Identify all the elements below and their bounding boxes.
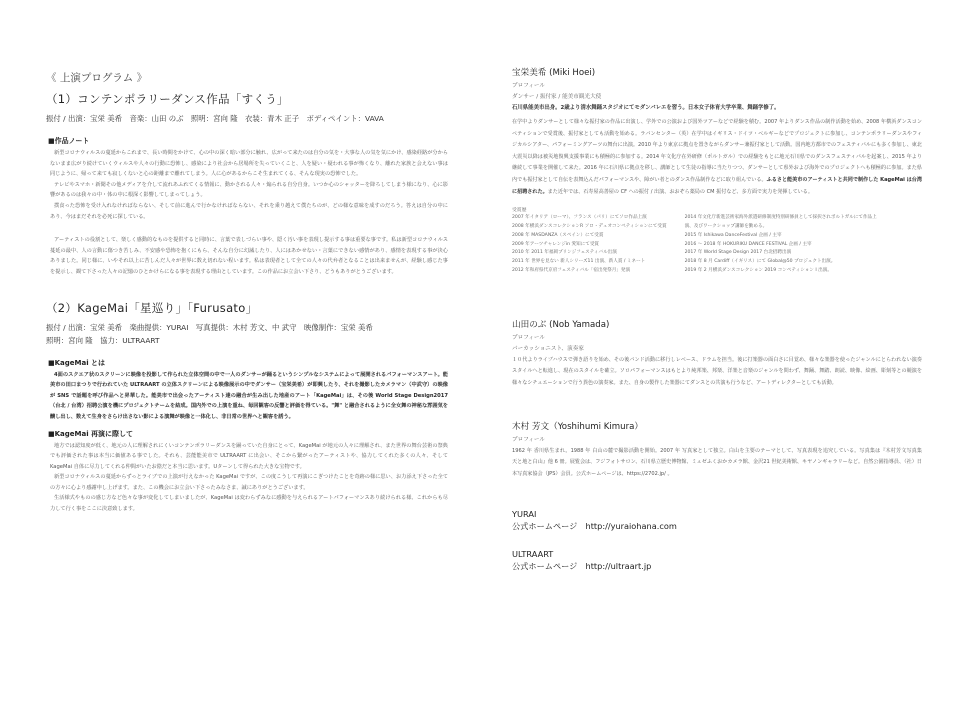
career-item: 2018 年 8 月 Cardiff（イギリス）にて Global@50 プロジェクト出演。 <box>684 259 836 265</box>
hoei-bio-main: 在学中よりダンサーとして様々な振付家の作品に出演し、学外での公演および国外ツアーなどで経験を積む。2007 年よりダンス作品の制作活動を始め、2008 年横浜ダンスコンペティションで受賞後、振付家としても活動を始める。ラバンセンター（英）在学中はイギリス・ドイツ・ベルギーなどでプロジェクトに参加し、コンテンポラリーダンスやフィジカルシアター、パフォーミングアーツの舞台に出演。2010 年より東京に拠点を置きながらダンサー兼振付家として活動。国内地方都市でのフェスティバルにも多く参加し、東北大震災以降は被災地復興支援事業にも積極的に参加する。2014 年文化庁在外研修（ポルトガル）での経験をもとに地元石川県でのダンスフェスティバルを起案し、2015 年より継続して事業を開催して来た。2016 年に石川県に拠点を移し、講師として生徒の指導に当たりつつ、ダンサーとして県外および海外でのプロジェクトへも積極的に参加。また県内でも振付家として自伝を表舞込んだパフォーマンスや、障がい者とのダンス作品制作などに取り組んでいる。 <box>512 119 922 183</box>
work1-note-title: ■作品ノート <box>48 137 90 145</box>
profile-yamada <box>512 318 922 390</box>
work1-title: （1）コンテンポラリーダンス作品「すくう」 <box>46 92 289 106</box>
hoei-profile-label: プロフィール <box>512 83 546 89</box>
hoei-career-label: 受賞歴 <box>512 208 527 214</box>
work1-paragraph: 撲食った恐怖を受け入れなければならない、そして前に進んで行かなければならない、それを乗り越えて僕たちのが、どの様な意味を成すのだろう。答えは自分の中にあり、今はまだそれを必死に探している。 <box>50 202 448 220</box>
career-item: 2016 ～ 2018 年 HOKURIKU DANCE FESTIVAL 企画 / 主宰 <box>684 241 812 247</box>
career-item: 2008 年横浜ダンスコレクションR ソロ・デュオコンペティションにて受賞 <box>512 223 667 229</box>
profiles-column <box>512 66 928 572</box>
program-heading: 《 上演プログラム 》 <box>46 72 148 84</box>
work1-paragraph: テレビやスマホ・新聞その他メディアを介して流れあふれてくる情報に、動かされる人々・煽られる自分自身。いつか心のシャッターを降ろしてしまう様になり、心に影響があるのは我々の中・体の中に根深く影響してしまってしょう。 <box>50 181 448 199</box>
kimura-bio: 1962 年 香川県生まれ。1988 年 白山の麓で撮影活動を開始。2007 年 写真家として独立。白山を主要のテーマとして、写真表現を追究している。写真集は『木村芳文写真集 天と地と白山』他 6 冊。展覧会は、フジフォトサロン、石川県立歴史博物館、ミュゼふくおかカメラ館、金沢21 世紀美術館、キヤノンギャラリーなど。自然公園指導員、（社）日本写真家協会（JPS）会員。公式ホームページは、https://2702.jp/ 。 <box>512 447 928 477</box>
yamada-bio: １０代よりライブハウスで弾き語りを始め、その後バンド活動に移行しレベース、ドラムを担当。後に打楽器の面白さに目覚め、様々な楽器を使ったジャンルにとらわれない演奏スタイルへと転進し、現在のスタイルを確立。ソロパフォーマンスはもとより純邦楽、邦楽、洋楽と音楽のジャンルを問わず、舞踊、舞踏、朗読、映像、絵画、彫刻等との競演を様々なシチュエーションで行う異色の演奏家。また、自身の製作した楽器にてダンスとの共演も行うなど、アートディレクターとしても活動。 <box>512 356 922 386</box>
yurai-info <box>512 508 922 532</box>
career-item: 2008 年 MASDANZA（スペイン）にて受賞 <box>512 232 604 238</box>
hoei-bio <box>512 117 922 198</box>
hoei-lead: 石川県能美市出身。2歳より清水舞踊スタジオにてモダンバレエを習う。日本女子体育大学卒業、舞踊学修了。 <box>512 105 780 111</box>
kagemai-revival-paragraph: 地方では認知度が低く、地元の人に理解されにくいコンテンポラリーダンスを踊っていた自身にとって、KageMai が地元の人々に理解され、また世界の舞台芸術の祭典でも評価された事は本当に価値ある事でした。それも、芸能能美市で ULTRAART に出会い、そこから繋がったアーティストや、協力してくれた多くの人々、そして KageMai 自体に尽力してくれる仲間がいたお陰だと本当に思います。Uターンして得られた大きな宝物です。 <box>50 442 448 470</box>
work2-title: （2）KageMai「星巡り」「Furusato」 <box>46 300 258 315</box>
kagemai-revival-paragraph: 生活様式やものの感じ方など色々な事が変化してしまいましたが、KageMai は変わらずみなに感動を与えられるアートパフォーマンスあり続けられる様、これからも尽力して行く事をここに決意致します。 <box>50 495 448 513</box>
career-list-right <box>685 214 885 276</box>
kimura-profile-label: プロフィール <box>512 436 546 443</box>
work2-credits-line2: 照明：宮向 隆 協力：ULTRAART <box>46 335 160 345</box>
work2-credits: 振付 / 出演：宝栄 美希 楽曲提供：YURAI 写真提供：木村 芳文、中 武守 映像制作：宝栄 美希 <box>46 322 373 332</box>
yamada-profile-label: プロフィール <box>512 334 546 341</box>
kagemai-revival-paragraph: 新型コロナウィルスの蔓延からずっとライブでの上演が行えなかった KageMai ですが、この度こうして再演にこぎつけたことを奇跡の様に思い、お力添え下さった全ての方々に心より感謝申し上げます。また、この機会にお立会い下さったみなさま、誠にありがとうございます。 <box>50 474 448 491</box>
program-column <box>46 70 448 515</box>
hoei-career <box>512 214 922 276</box>
hoei-role: ダンサー / 振付家 / 能美市観光大使 <box>512 94 602 100</box>
yurai-name: YURAI <box>512 509 537 520</box>
career-item: 2010 年 2011 年福岡プリンジフェスティバル出演 <box>512 250 617 256</box>
yurai-website[interactable]: 公式ホームページ http://yuraiohana.com <box>512 521 677 532</box>
career-item: 2015 年 Ishikawa DanceFestival 企画 / 主宰 <box>684 232 782 238</box>
hoei-bio-highlight: ふるさと能美市のアーティストと共同で制作した KageMai は台湾に招聘された。 <box>512 176 922 195</box>
work1-paragraph: アーティストの役割として、楽しく感動的なものを提供すると同時に、言葉で表しづらい事や、隠く汚い事を表現し提示する事は重要な事です。私は新型コロナウィルス蔓延の最中、人の言動に傷つき苦しみ、不安感や恐怖を抱くにもら、そんな自分に幻滅したり、人にはあかせない・言葉にできない感情があり、感情を表現する事が決心ありました。同じ様に、いやそれ以上に苦しんだ人々が世界に数え切れない程います。私は表現者として全ての人々の代弁者となることは出来ませんが、経験し感じた事を提示し、観て下さった人々の記憶のひとかけらになる事を表現する理由としています。この作品にお立会い下さり、どうもありがとうございます。 <box>50 237 448 275</box>
hoei-name: 宝栄美希 (Miki Hoei) <box>512 68 596 78</box>
career-item: 2011 年 世界を見ない 新人シリーズ11 出演、新人賞 / ミネート <box>512 259 646 265</box>
kagemai-revival-title: ■KageMai 再演に際して <box>48 429 134 438</box>
ultraart-info <box>512 548 922 572</box>
career-item: 2012 年和府県代京府フェスティバル「宿出発祭月」発演 <box>512 267 631 273</box>
ultraart-website[interactable]: 公式ホームページ http://ultraart.jp <box>512 561 652 572</box>
career-list-left <box>512 214 667 276</box>
work1-paragraph: 新型コロナウィルスの蔓延からこれまで、長い時間をかけて、心の中の深く暗い部分に触れ、広がって来たのは自分の気を・大事な人の気を気にかけ、感染経路が分からないまま広がり続けていくウィルスや人々の行動に恐怖し、感染により社会から居場所を失っていくこと、人を疑い・疑われる事が怖くなり、離れた家族と会えない事は同じように、帰って来ても寂しくないと心の距離まで離れてしまう。人に心があるからこそ生まれてくる、そんな現実の恐怖でした。 <box>50 150 448 178</box>
career-item: 2017 年 World Stage Design 2017 台北招聘出演 <box>684 250 792 256</box>
kimura-name: 木村 芳文（Yoshihumi Kimura） <box>512 421 643 432</box>
career-item: 2009 年アーツチャレンジin 愛知にて受賞 <box>512 241 600 247</box>
yamada-role: パーカッショニスト、演奏家 <box>512 345 584 352</box>
career-item: 2019 年 2 月横浜ダンスコレクション 2019 コンペティション I 出演。 <box>684 267 832 273</box>
kagemai-about-title: ■KageMai とは <box>48 358 106 367</box>
profile-hoei <box>512 66 922 276</box>
profile-kimura <box>512 420 928 481</box>
ultraart-name: ULTRAART <box>512 549 554 560</box>
hoei-bio-tail: また近年では、石寿屋高善屋の CF への振付 / 出演、おおぞら薬局の CM 振付など、多方面で実力を発揮している。 <box>547 188 813 195</box>
career-item: 2007 年イタリア（ローマ）、フランス（パリ）にてソロ作品上演 <box>512 215 647 221</box>
work1-credits: 振付 / 出演：宝栄 美希 音楽：山田 のぶ 照明：宮向 隆 衣装：青木 正子 ボディペイント：VAVA <box>46 114 384 123</box>
kagemai-about-text: 4面のスクエア状のスクリーンに映像を投影して作られた立体空間の中で一人のダンサーが踊るというシンプルなシステムによって展開されるパフォーマンスアート。能美市の田口まつりで行われていた ULTRAART の立体スクリーンによる映像展示の中でダンサー（宝栄美希）が即興したり、それを撮影したカメラマン（中武守）の映像が SNS で話題を呼び作品へと昇華した。能美市で出会ったアーティスト達の融合が生み出した地産のアート「KageMai」は、その後 World Stage Design2017（台北 / 台湾）招聘公演を機にプロジェクトチームを結成。国内外での上演を重ね、毎回観客の反響と評価を得ている。"舞" と融合されるように全女舞の神秘な雰囲気を醸し出し、数えて生身をさらけ出さない影による演舞が映像と一体化し、非日常の世界へと観客を誘う。 <box>50 371 448 420</box>
career-item: 2014 年文化庁新進芸術家海外派遣研修制度特別研修員として採択されポルトガルにて作品上演、及びワークショップ講師を勤める。 <box>684 215 877 229</box>
yamada-name: 山田のぶ (Nob Yamada) <box>512 319 610 330</box>
